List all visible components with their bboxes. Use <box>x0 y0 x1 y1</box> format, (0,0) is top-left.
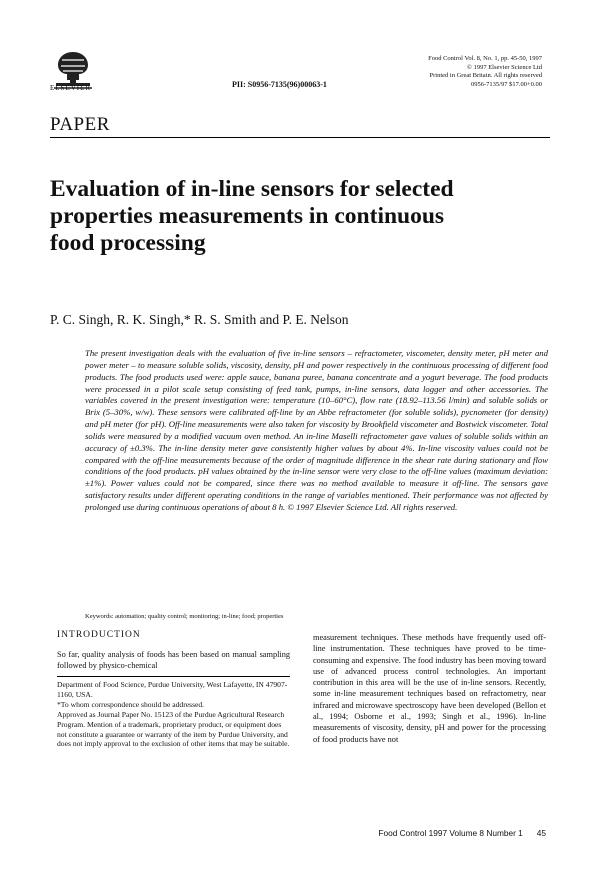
section-label: PAPER <box>50 114 110 135</box>
intro-paragraph-left: So far, quality analysis of foods has been based on manual sampling followed by physico-chemical <box>57 650 290 671</box>
page-number: 45 <box>536 828 546 838</box>
section-rule <box>50 137 550 138</box>
section-heading: INTRODUCTION <box>57 630 141 640</box>
paper-title: Evaluation of in-line sensors for selected properties measurements in continuous food processing <box>50 176 454 256</box>
journal-line: 0956-7135/97 $17.00+0.00 <box>470 80 542 88</box>
journal-line: Printed in Great Britain. All rights reserved <box>429 72 542 80</box>
author-list: P. C. Singh, R. K. Singh,* R. S. Smith and P. E. Nelson <box>50 312 349 327</box>
pii-code: PII: S0956-7135(96)00063-1 <box>232 80 327 89</box>
journal-info <box>372 55 542 89</box>
page-footer <box>378 828 546 838</box>
publisher-name: ELSEVIER <box>50 84 92 92</box>
journal-line: Food Control Vol. 8, No. 1, pp. 45-50, 1997 <box>428 55 542 62</box>
abstract: The present investigation deals with the evaluation of five in-line sensors – refractometer, viscometer, density meter, pH meter and power meter – to measure soluble solids, viscosity, density, pH and power respectively in the continuous processing of different food products. The food products used were: apple sauce, banana puree, banana concentrate and a yogurt beverage. The food products were processed in a pilot scale setup consisting of feed tank, pumps, in-line sensors, data logger and other accessories. The variables covered in the present investigation were: temperature (10–60°C), flow rate (18.92–113.56 l/min) and soluble solids or Brix (5–30%, w/w). These sensors were calibrated off-line by an Abbe refractometer (for soluble solids), pycnometer (for density) and pH meter (for pH). Off-line measurements were also taken for viscosity by Brookfield viscometer and Bostwick viscometer. Total solids were measured by a modified vacuum oven method. An in-line Maselli refractometer gave values of soluble solids within an accuracy of ±0.3%. The in-line density meter gave consistently higher values by about 4%. In-line viscosity values could not be compared with the off-line measurements because of the order of magnitude difference in the shear rate during stationary and flow conditions of the food products. pH values obtained by the in-line sensor were very close to the off-line values (maximum deviation: ±1%). Power values could not be compared, since there was no method available to measure it off-line. The sensors gave satisfactory results under different operating conditions in the range of variables mentioned. Their performance was not affected by prolonged use during continuous operations of about 8 h. © 1997 Elsevier Science Ltd. All rights reserved. <box>85 348 548 512</box>
footnote-approval: Approved as Journal Paper No. 15123 of the Purdue Agricultural Research Program. Mention of a trademark, proprietary product, or equipment does not constitute a guarantee or warranty of the item by Purdue University, and does not imply approval to the exclusion of other items that may be suitable. <box>57 709 290 749</box>
footnote-affiliation: Department of Food Science, Purdue University, West Lafayette, IN 47907-1160, USA. <box>57 680 288 699</box>
keywords: Keywords: automation; quality control; monitoring; in-line; food; properties <box>85 613 284 620</box>
footer-journal: Food Control 1997 Volume 8 Number 1 <box>378 828 523 838</box>
footnote-correspondence: *To whom correspondence should be addressed. <box>57 699 205 709</box>
intro-paragraph-right: measurement techniques. These methods have frequently used off-line instrumentation. These techniques have proved to be time-consuming and expensive. The food industry has been moving toward use of advanced process control technologies. An important contribution in this area will be the use of in-line sensors. Recently, some in-line measurement techniques based on refractometry, near infrared and microwave spectroscopy have been developed (Bellon et al., 1994; Osborne et al., 1993; Singh et al., 1996). In-line measurements of viscosity, density, pH and power for the processing of food products have not <box>313 633 546 744</box>
footnote-rule <box>57 676 290 677</box>
footnotes <box>57 680 290 749</box>
journal-line: © 1997 Elsevier Science Ltd <box>467 63 542 71</box>
